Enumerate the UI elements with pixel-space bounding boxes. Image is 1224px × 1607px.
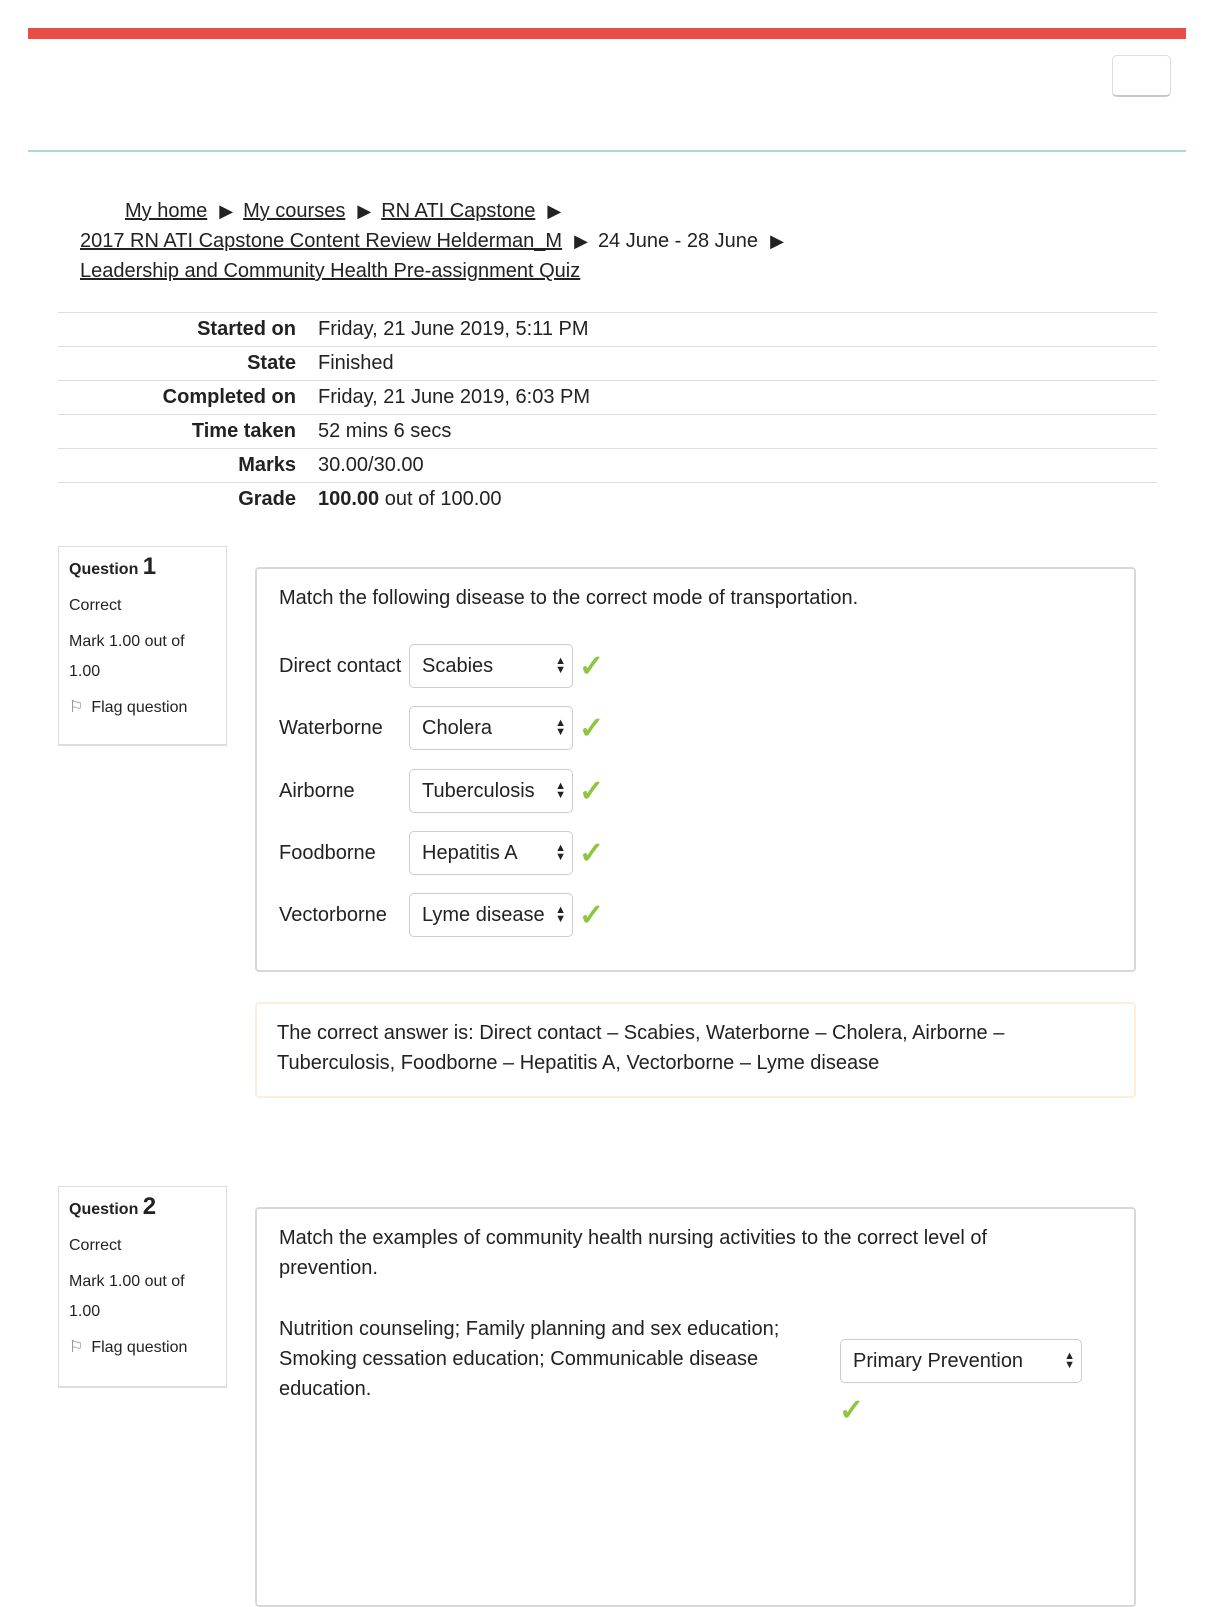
answer-select[interactable]: Tuberculosis ▲ ▼ [409, 769, 573, 813]
flag-question-link[interactable]: ⚐ Flag question [69, 1339, 188, 1356]
breadcrumb-separator-icon: ▶ [357, 201, 372, 221]
header-divider [28, 150, 1186, 152]
table-row: Grade 100.00 out of 100.00 [58, 483, 1157, 517]
match-row: Airborne Tuberculosis ▲ ▼ ✓ [279, 769, 604, 813]
attempt-summary-table [58, 312, 1157, 517]
select-arrows-icon: ▲ ▼ [555, 904, 566, 925]
question-status: Correct [69, 597, 122, 614]
breadcrumb-my-courses[interactable]: My courses [243, 200, 346, 222]
table-row: Completed on Friday, 21 June 2019, 6:03 PM [58, 381, 1157, 415]
table-row: Started on Friday, 21 June 2019, 5:11 PM [58, 313, 1157, 347]
table-row: State Finished [58, 347, 1157, 381]
answer-select[interactable]: Primary Prevention ▲ ▼ [840, 1339, 1082, 1383]
select-arrows-icon: ▲ ▼ [555, 717, 566, 738]
breadcrumb-quiz[interactable]: Leadership and Community Health Pre-assignment Quiz [80, 260, 581, 282]
breadcrumb-separator-icon: ▶ [547, 201, 562, 221]
match-row: Foodborne Hepatitis A ▲ ▼ ✓ [279, 831, 604, 875]
match-row: Waterborne Cholera ▲ ▼ ✓ [279, 706, 604, 750]
breadcrumb-course[interactable]: RN ATI Capstone [381, 200, 536, 222]
flag-icon: ⚐ [69, 699, 84, 716]
select-arrows-icon: ▲ ▼ [555, 655, 566, 676]
question-1-content: Match the following disease to the correct mode of transportation. Direct contact Scabies ▲ ▼ ✓ Waterborne Cholera ▲ ▼ ✓ Airborne Tuberculosis ▲ ▼ ✓ Foodborne Hepatitis A ▲ ▼ ✓ Vectorborne Lyme disease ▲ ▼ ✓ [255, 567, 1136, 972]
question-2-content: Match the examples of community health nursing activities to the correct level of prevention. Nutrition counseling; Family planning and sex education; Smoking cessation education; Communicable disease education. Primary Prevention ▲ ▼ ✓ [255, 1207, 1136, 1607]
select-arrows-icon: ▲ ▼ [555, 780, 566, 801]
breadcrumb [80, 196, 840, 286]
breadcrumb-week: 24 June - 28 June [597, 230, 759, 252]
check-icon: ✓ [579, 898, 605, 932]
match-row: Vectorborne Lyme disease ▲ ▼ ✓ [279, 893, 604, 937]
check-icon: ✓ [579, 649, 605, 683]
table-row: Time taken 52 mins 6 secs [58, 415, 1157, 449]
breadcrumb-my-home[interactable]: My home [125, 200, 208, 222]
question-status: Correct [69, 1237, 122, 1254]
question-mark: Mark 1.00 out of 1.00 [69, 633, 185, 680]
answer-select[interactable]: Scabies ▲ ▼ [409, 644, 573, 688]
match-row: Direct contact Scabies ▲ ▼ ✓ [279, 644, 604, 688]
table-row: Marks 30.00/30.00 [58, 449, 1157, 483]
check-icon: ✓ [579, 711, 605, 745]
question-mark: Mark 1.00 out of 1.00 [69, 1273, 185, 1320]
check-icon: ✓ [839, 1394, 865, 1427]
question-2-info: Question 2 Correct Mark 1.00 out of 1.00 ⚐ Flag question [58, 1186, 227, 1388]
breadcrumb-separator-icon: ▶ [219, 201, 234, 221]
breadcrumb-course-section[interactable]: 2017 RN ATI Capstone Content Review Helderman_M [80, 230, 563, 252]
answer-select[interactable]: Hepatitis A ▲ ▼ [409, 831, 573, 875]
match-row-label: Nutrition counseling; Family planning and sex education; Smoking cessation education; Communicable disease education. [279, 1318, 780, 1400]
check-icon: ✓ [579, 836, 605, 870]
question-1-info: Question 1 Correct Mark 1.00 out of 1.00 ⚐ Flag question [58, 546, 227, 746]
answer-select[interactable]: Lyme disease ▲ ▼ [409, 893, 573, 937]
flag-question-link[interactable]: ⚐ Flag question [69, 699, 188, 716]
top-accent-bar [28, 28, 1186, 39]
breadcrumb-separator-icon: ▶ [574, 231, 588, 251]
correct-answer-feedback: The correct answer is: Direct contact – Scabies, Waterborne – Cholera, Airborne – Tuberculosis, Foodborne – Hepatitis A, Vectorborne – Lyme disease [255, 1002, 1136, 1098]
select-arrows-icon: ▲ ▼ [1064, 1350, 1075, 1371]
answer-select[interactable]: Cholera ▲ ▼ [409, 706, 573, 750]
select-arrows-icon: ▲ ▼ [555, 842, 566, 863]
menu-button[interactable] [1112, 55, 1171, 97]
check-icon: ✓ [579, 774, 605, 808]
flag-icon: ⚐ [69, 1339, 84, 1356]
breadcrumb-separator-icon: ▶ [770, 231, 784, 251]
